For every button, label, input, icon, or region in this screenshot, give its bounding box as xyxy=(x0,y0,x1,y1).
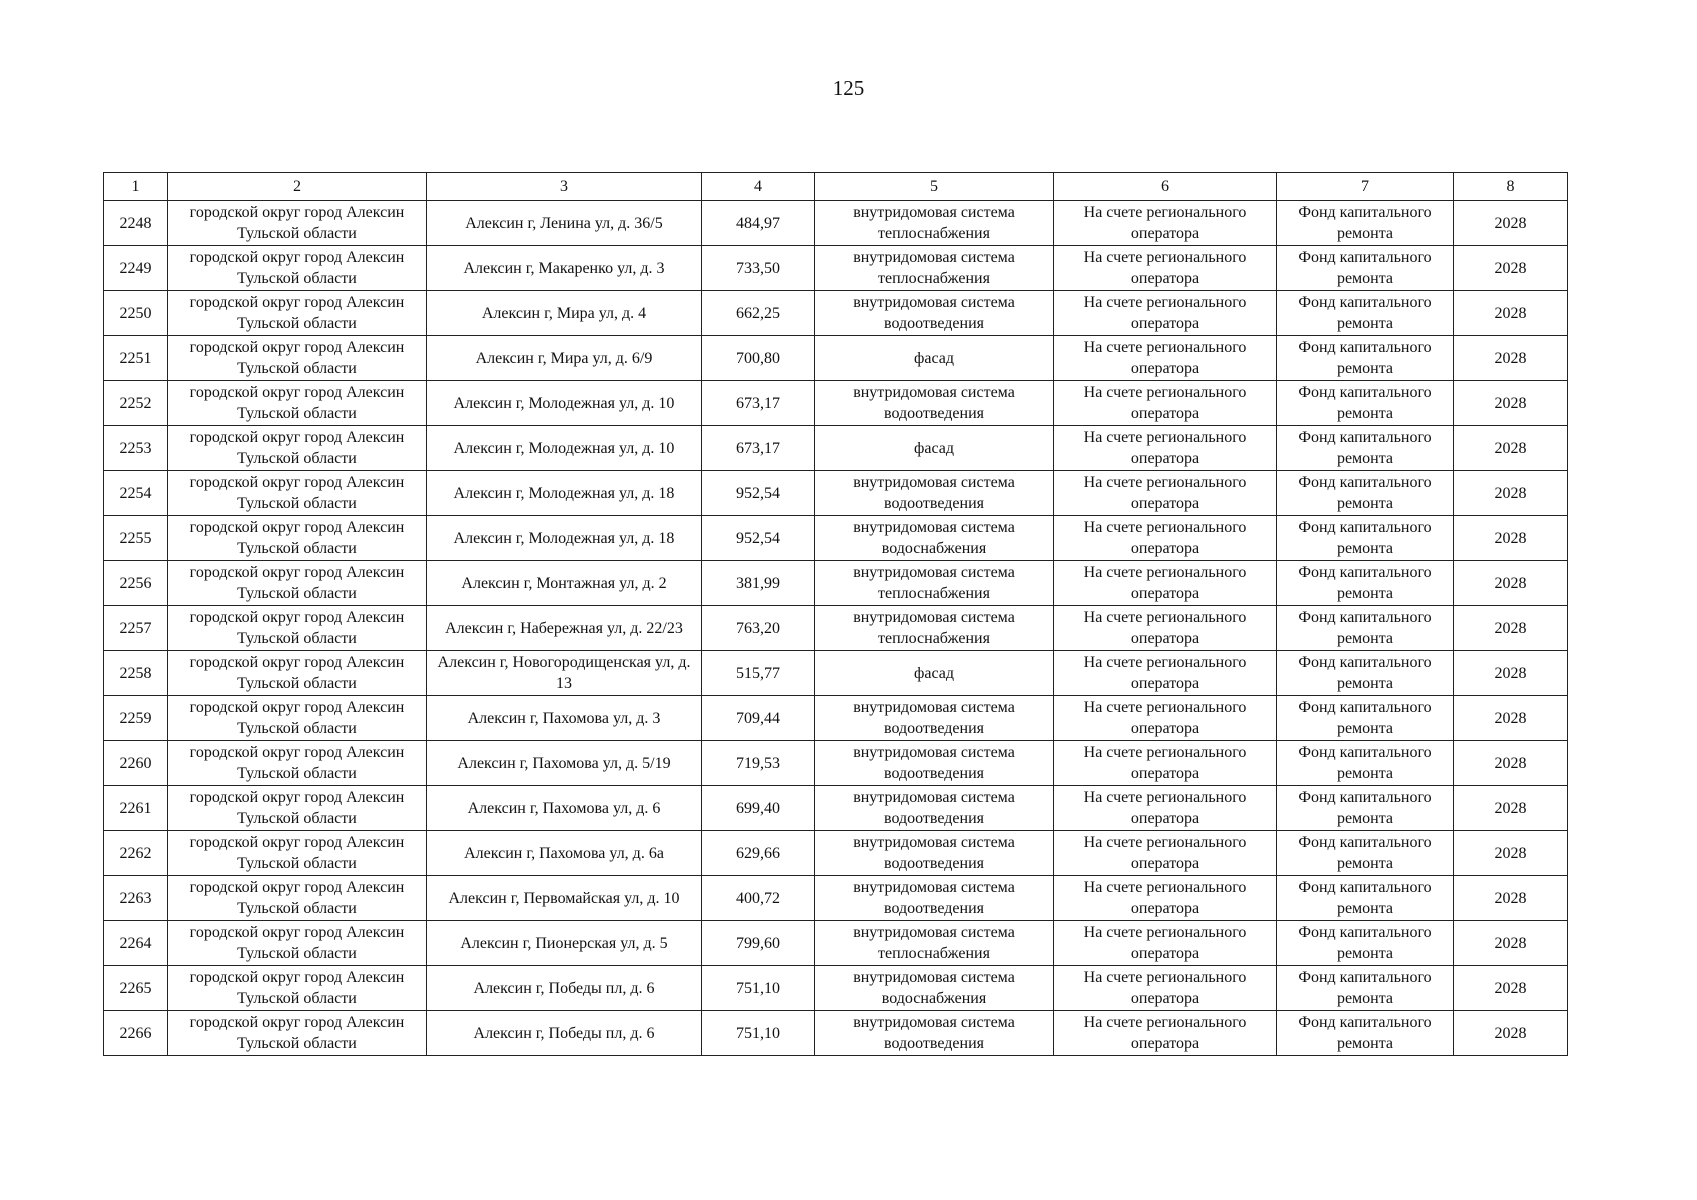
municipality-cell: городской округ город Алексин Тульской области xyxy=(168,786,427,831)
municipality-cell: городской округ город Алексин Тульской области xyxy=(168,381,427,426)
page-number: 125 xyxy=(832,76,865,100)
fund-cell: Фонд капитального ремонта xyxy=(1277,561,1454,606)
municipality-cell: городской округ город Алексин Тульской области xyxy=(168,831,427,876)
fund-cell: Фонд капитального ремонта xyxy=(1277,201,1454,246)
address-cell: Алексин г, Монтажная ул, д. 2 xyxy=(427,561,702,606)
table-row xyxy=(104,291,1568,336)
table-row xyxy=(104,966,1568,1011)
row-number-cell: 2248 xyxy=(104,201,168,246)
column-header-5: 5 xyxy=(815,173,1054,201)
area-cell: 952,54 xyxy=(702,516,815,561)
funding-method-cell: На счете регионального оператора xyxy=(1054,246,1277,291)
municipality-cell: городской округ город Алексин Тульской области xyxy=(168,336,427,381)
table-row xyxy=(104,606,1568,651)
year-cell: 2028 xyxy=(1454,561,1568,606)
work-type-cell: внутридомовая система теплоснабжения xyxy=(815,246,1054,291)
table-row xyxy=(104,381,1568,426)
year-cell: 2028 xyxy=(1454,831,1568,876)
address-cell: Алексин г, Пахомова ул, д. 6 xyxy=(427,786,702,831)
row-number-cell: 2251 xyxy=(104,336,168,381)
row-number-cell: 2253 xyxy=(104,426,168,471)
work-type-cell: внутридомовая система водоотведения xyxy=(815,741,1054,786)
table-row xyxy=(104,201,1568,246)
address-cell: Алексин г, Пахомова ул, д. 5/19 xyxy=(427,741,702,786)
row-number-cell: 2265 xyxy=(104,966,168,1011)
funding-method-cell: На счете регионального оператора xyxy=(1054,786,1277,831)
funding-method-cell: На счете регионального оператора xyxy=(1054,921,1277,966)
work-type-cell: внутридомовая система водоснабжения xyxy=(815,966,1054,1011)
address-cell: Алексин г, Набережная ул, д. 22/23 xyxy=(427,606,702,651)
row-number-cell: 2254 xyxy=(104,471,168,516)
funding-method-cell: На счете регионального оператора xyxy=(1054,741,1277,786)
table-row xyxy=(104,831,1568,876)
municipality-cell: городской округ город Алексин Тульской области xyxy=(168,561,427,606)
area-cell: 673,17 xyxy=(702,426,815,471)
address-cell: Алексин г, Молодежная ул, д. 10 xyxy=(427,426,702,471)
year-cell: 2028 xyxy=(1454,741,1568,786)
funding-method-cell: На счете регионального оператора xyxy=(1054,561,1277,606)
address-cell: Алексин г, Молодежная ул, д. 18 xyxy=(427,471,702,516)
address-cell: Алексин г, Пахомова ул, д. 6а xyxy=(427,831,702,876)
fund-cell: Фонд капитального ремонта xyxy=(1277,606,1454,651)
area-cell: 400,72 xyxy=(702,876,815,921)
area-cell: 484,97 xyxy=(702,201,815,246)
table-row xyxy=(104,786,1568,831)
funding-method-cell: На счете регионального оператора xyxy=(1054,606,1277,651)
table-row xyxy=(104,246,1568,291)
row-number-cell: 2263 xyxy=(104,876,168,921)
year-cell: 2028 xyxy=(1454,291,1568,336)
funding-method-cell: На счете регионального оператора xyxy=(1054,201,1277,246)
table-row xyxy=(104,696,1568,741)
municipality-cell: городской округ город Алексин Тульской области xyxy=(168,696,427,741)
year-cell: 2028 xyxy=(1454,696,1568,741)
work-type-cell: фасад xyxy=(815,651,1054,696)
fund-cell: Фонд капитального ремонта xyxy=(1277,426,1454,471)
row-number-cell: 2261 xyxy=(104,786,168,831)
year-cell: 2028 xyxy=(1454,471,1568,516)
area-cell: 673,17 xyxy=(702,381,815,426)
table-row xyxy=(104,921,1568,966)
funding-method-cell: На счете регионального оператора xyxy=(1054,381,1277,426)
area-cell: 709,44 xyxy=(702,696,815,741)
address-cell: Алексин г, Молодежная ул, д. 18 xyxy=(427,516,702,561)
address-cell: Алексин г, Первомайская ул, д. 10 xyxy=(427,876,702,921)
work-type-cell: внутридомовая система водоотведения xyxy=(815,1011,1054,1056)
municipality-cell: городской округ город Алексин Тульской области xyxy=(168,876,427,921)
funding-method-cell: На счете регионального оператора xyxy=(1054,966,1277,1011)
column-header-2: 2 xyxy=(168,173,427,201)
funding-method-cell: На счете регионального оператора xyxy=(1054,651,1277,696)
row-number-cell: 2255 xyxy=(104,516,168,561)
row-number-cell: 2258 xyxy=(104,651,168,696)
work-type-cell: внутридомовая система водоотведения xyxy=(815,876,1054,921)
table-row xyxy=(104,336,1568,381)
row-number-cell: 2264 xyxy=(104,921,168,966)
funding-method-cell: На счете регионального оператора xyxy=(1054,336,1277,381)
column-header-1: 1 xyxy=(104,173,168,201)
municipality-cell: городской округ город Алексин Тульской области xyxy=(168,1011,427,1056)
area-cell: 952,54 xyxy=(702,471,815,516)
fund-cell: Фонд капитального ремонта xyxy=(1277,966,1454,1011)
table-body xyxy=(104,201,1568,1056)
address-cell: Алексин г, Победы пл, д. 6 xyxy=(427,1011,702,1056)
funding-method-cell: На счете регионального оператора xyxy=(1054,291,1277,336)
address-cell: Алексин г, Пахомова ул, д. 3 xyxy=(427,696,702,741)
fund-cell: Фонд капитального ремонта xyxy=(1277,876,1454,921)
table-row xyxy=(104,1011,1568,1056)
work-type-cell: внутридомовая система водоотведения xyxy=(815,696,1054,741)
municipality-cell: городской округ город Алексин Тульской области xyxy=(168,201,427,246)
year-cell: 2028 xyxy=(1454,336,1568,381)
work-type-cell: фасад xyxy=(815,426,1054,471)
work-type-cell: внутридомовая система теплоснабжения xyxy=(815,921,1054,966)
work-type-cell: внутридомовая система водоснабжения xyxy=(815,516,1054,561)
address-cell: Алексин г, Молодежная ул, д. 10 xyxy=(427,381,702,426)
year-cell: 2028 xyxy=(1454,651,1568,696)
year-cell: 2028 xyxy=(1454,966,1568,1011)
area-cell: 629,66 xyxy=(702,831,815,876)
funding-method-cell: На счете регионального оператора xyxy=(1054,516,1277,561)
register-table xyxy=(103,172,1568,1056)
municipality-cell: городской округ город Алексин Тульской области xyxy=(168,651,427,696)
funding-method-cell: На счете регионального оператора xyxy=(1054,1011,1277,1056)
fund-cell: Фонд капитального ремонта xyxy=(1277,696,1454,741)
table-row xyxy=(104,876,1568,921)
funding-method-cell: На счете регионального оператора xyxy=(1054,876,1277,921)
work-type-cell: внутридомовая система водоотведения xyxy=(815,471,1054,516)
funding-method-cell: На счете регионального оператора xyxy=(1054,696,1277,741)
table-row xyxy=(104,471,1568,516)
row-number-cell: 2252 xyxy=(104,381,168,426)
row-number-cell: 2256 xyxy=(104,561,168,606)
column-header-8: 8 xyxy=(1454,173,1568,201)
address-cell: Алексин г, Мира ул, д. 6/9 xyxy=(427,336,702,381)
work-type-cell: внутридомовая система теплоснабжения xyxy=(815,561,1054,606)
year-cell: 2028 xyxy=(1454,1011,1568,1056)
fund-cell: Фонд капитального ремонта xyxy=(1277,516,1454,561)
year-cell: 2028 xyxy=(1454,606,1568,651)
municipality-cell: городской округ город Алексин Тульской области xyxy=(168,966,427,1011)
table-row xyxy=(104,651,1568,696)
row-number-cell: 2249 xyxy=(104,246,168,291)
work-type-cell: внутридомовая система теплоснабжения xyxy=(815,606,1054,651)
fund-cell: Фонд капитального ремонта xyxy=(1277,471,1454,516)
area-cell: 751,10 xyxy=(702,1011,815,1056)
column-header-3: 3 xyxy=(427,173,702,201)
year-cell: 2028 xyxy=(1454,426,1568,471)
area-cell: 700,80 xyxy=(702,336,815,381)
area-cell: 719,53 xyxy=(702,741,815,786)
municipality-cell: городской округ город Алексин Тульской области xyxy=(168,741,427,786)
fund-cell: Фонд капитального ремонта xyxy=(1277,1011,1454,1056)
municipality-cell: городской округ город Алексин Тульской области xyxy=(168,426,427,471)
row-number-cell: 2259 xyxy=(104,696,168,741)
table-header-row xyxy=(104,173,1568,201)
municipality-cell: городской округ город Алексин Тульской области xyxy=(168,516,427,561)
fund-cell: Фонд капитального ремонта xyxy=(1277,291,1454,336)
area-cell: 699,40 xyxy=(702,786,815,831)
work-type-cell: фасад xyxy=(815,336,1054,381)
address-cell: Алексин г, Мира ул, д. 4 xyxy=(427,291,702,336)
municipality-cell: городской округ город Алексин Тульской области xyxy=(168,246,427,291)
municipality-cell: городской округ город Алексин Тульской области xyxy=(168,606,427,651)
year-cell: 2028 xyxy=(1454,246,1568,291)
year-cell: 2028 xyxy=(1454,921,1568,966)
row-number-cell: 2250 xyxy=(104,291,168,336)
year-cell: 2028 xyxy=(1454,381,1568,426)
year-cell: 2028 xyxy=(1454,516,1568,561)
municipality-cell: городской округ город Алексин Тульской области xyxy=(168,291,427,336)
table-row xyxy=(104,741,1568,786)
column-header-7: 7 xyxy=(1277,173,1454,201)
table-row xyxy=(104,426,1568,471)
fund-cell: Фонд капитального ремонта xyxy=(1277,246,1454,291)
fund-cell: Фонд капитального ремонта xyxy=(1277,381,1454,426)
table-row xyxy=(104,561,1568,606)
fund-cell: Фонд капитального ремонта xyxy=(1277,741,1454,786)
area-cell: 381,99 xyxy=(702,561,815,606)
table-row xyxy=(104,516,1568,561)
year-cell: 2028 xyxy=(1454,876,1568,921)
work-type-cell: внутридомовая система водоотведения xyxy=(815,831,1054,876)
address-cell: Алексин г, Пионерская ул, д. 5 xyxy=(427,921,702,966)
area-cell: 799,60 xyxy=(702,921,815,966)
address-cell: Алексин г, Макаренко ул, д. 3 xyxy=(427,246,702,291)
fund-cell: Фонд капитального ремонта xyxy=(1277,336,1454,381)
area-cell: 515,77 xyxy=(702,651,815,696)
column-header-6: 6 xyxy=(1054,173,1277,201)
fund-cell: Фонд капитального ремонта xyxy=(1277,831,1454,876)
row-number-cell: 2266 xyxy=(104,1011,168,1056)
funding-method-cell: На счете регионального оператора xyxy=(1054,831,1277,876)
column-header-4: 4 xyxy=(702,173,815,201)
municipality-cell: городской округ город Алексин Тульской области xyxy=(168,921,427,966)
year-cell: 2028 xyxy=(1454,786,1568,831)
work-type-cell: внутридомовая система теплоснабжения xyxy=(815,201,1054,246)
work-type-cell: внутридомовая система водоотведения xyxy=(815,786,1054,831)
funding-method-cell: На счете регионального оператора xyxy=(1054,471,1277,516)
funding-method-cell: На счете регионального оператора xyxy=(1054,426,1277,471)
municipality-cell: городской округ город Алексин Тульской области xyxy=(168,471,427,516)
area-cell: 733,50 xyxy=(702,246,815,291)
area-cell: 763,20 xyxy=(702,606,815,651)
address-cell: Алексин г, Победы пл, д. 6 xyxy=(427,966,702,1011)
work-type-cell: внутридомовая система водоотведения xyxy=(815,291,1054,336)
address-cell: Алексин г, Ленина ул, д. 36/5 xyxy=(427,201,702,246)
fund-cell: Фонд капитального ремонта xyxy=(1277,921,1454,966)
fund-cell: Фонд капитального ремонта xyxy=(1277,651,1454,696)
area-cell: 751,10 xyxy=(702,966,815,1011)
work-type-cell: внутридомовая система водоотведения xyxy=(815,381,1054,426)
row-number-cell: 2262 xyxy=(104,831,168,876)
row-number-cell: 2257 xyxy=(104,606,168,651)
fund-cell: Фонд капитального ремонта xyxy=(1277,786,1454,831)
row-number-cell: 2260 xyxy=(104,741,168,786)
year-cell: 2028 xyxy=(1454,201,1568,246)
address-cell: Алексин г, Новогородищенская ул, д. 13 xyxy=(427,651,702,696)
area-cell: 662,25 xyxy=(702,291,815,336)
